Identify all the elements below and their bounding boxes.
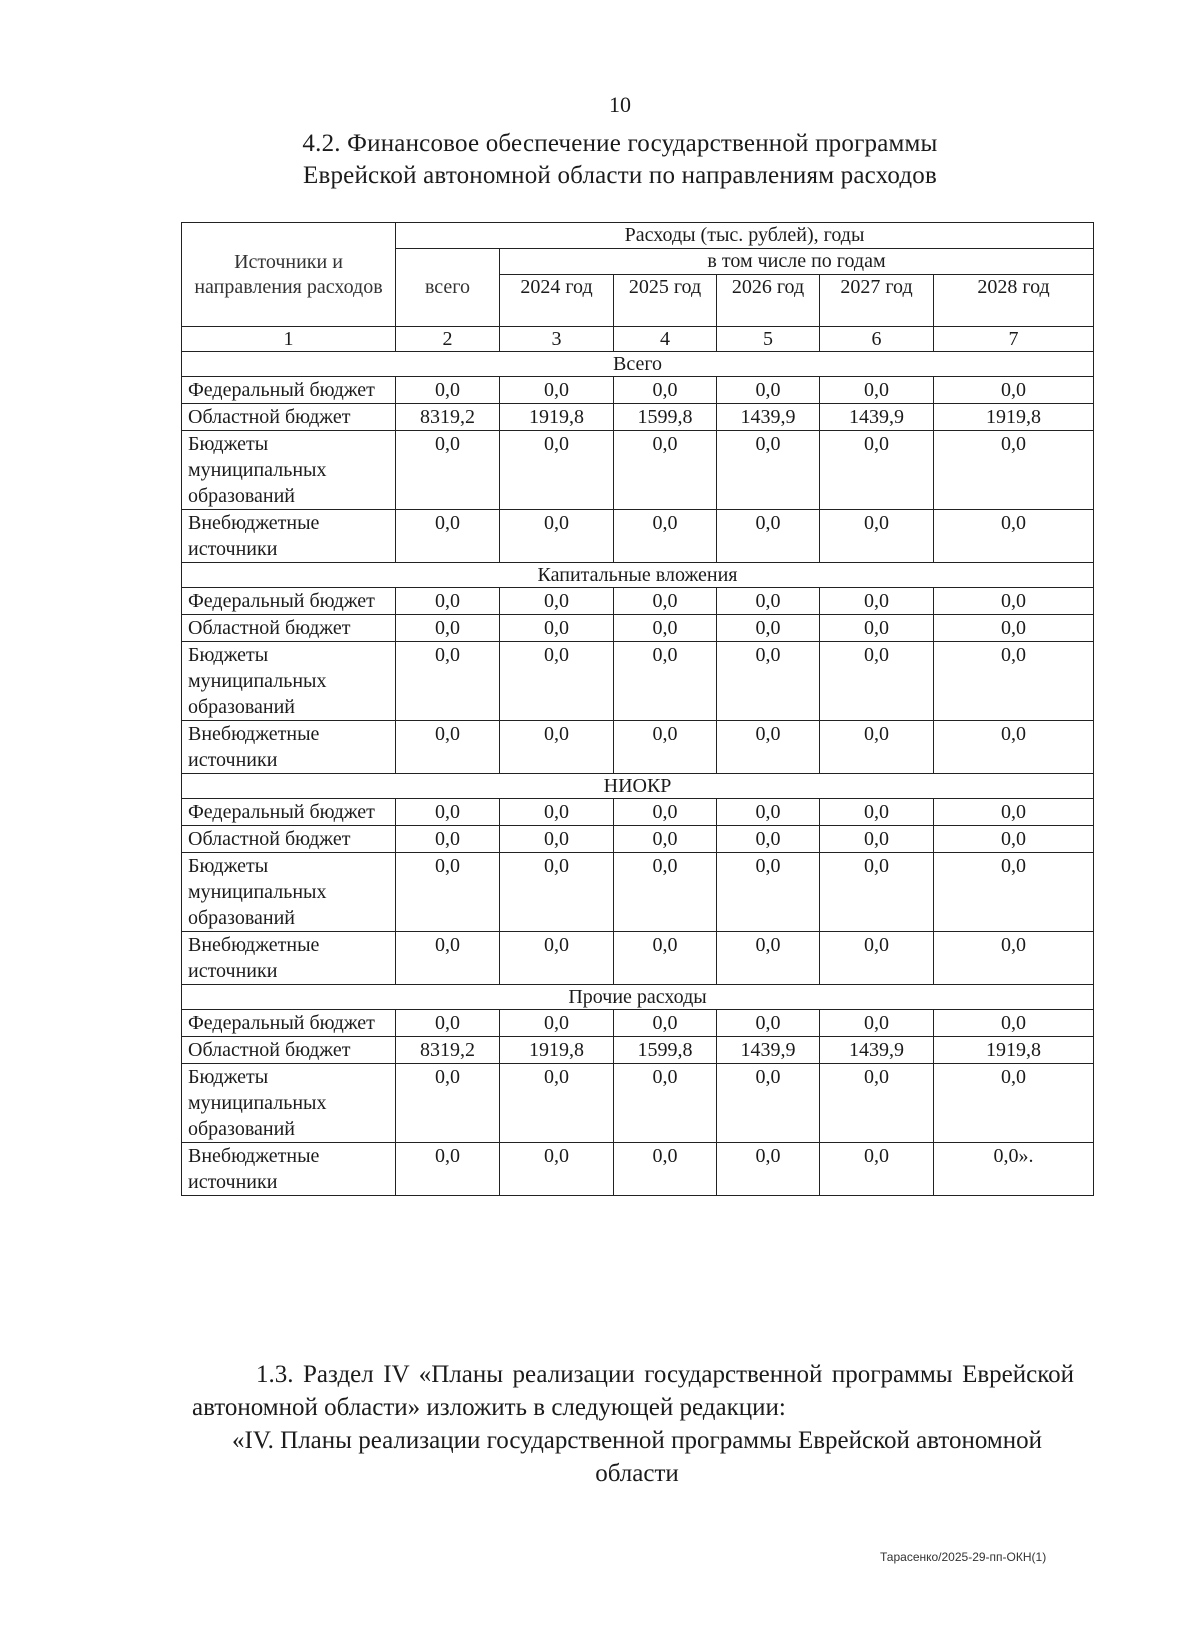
table-cell: 0,0 [934, 799, 1094, 826]
table-cell: 0,0 [396, 588, 500, 615]
row-label: Бюджеты муниципальных образований [182, 431, 396, 510]
table-cell: 0,0 [820, 615, 934, 642]
table-row [182, 932, 1094, 985]
table-cell: 1919,8 [934, 1037, 1094, 1064]
row-label: Федеральный бюджет [182, 377, 396, 404]
section-row [182, 352, 1094, 377]
row-label: Бюджеты муниципальных образований [182, 642, 396, 721]
table-cell: 0,0 [500, 615, 614, 642]
table-cell: 8319,2 [396, 404, 500, 431]
table-cell: 0,0 [820, 588, 934, 615]
section-row [182, 985, 1094, 1010]
table-cell: 0,0 [614, 721, 717, 774]
header-by-years: в том числе по годам [500, 249, 1094, 275]
table-row [182, 588, 1094, 615]
table-cell: 0,0 [934, 853, 1094, 932]
table-cell: 1439,9 [820, 1037, 934, 1064]
row-label: Внебюджетные источники [182, 721, 396, 774]
table-cell: 0,0 [820, 1010, 934, 1037]
table-cell: 0,0 [934, 932, 1094, 985]
table-cell: 0,0 [717, 377, 820, 404]
row-label: Федеральный бюджет [182, 799, 396, 826]
table-cell: 0,0 [500, 377, 614, 404]
column-number: 3 [500, 327, 614, 352]
table-row [182, 1143, 1094, 1196]
table-cell: 0,0 [396, 377, 500, 404]
table-cell: 0,0 [500, 1064, 614, 1143]
title-line-2: Еврейской автономной области по направлениям расходов [302, 162, 937, 189]
table-cell: 0,0 [396, 826, 500, 853]
table-cell: 0,0 [820, 932, 934, 985]
table-row [182, 377, 1094, 404]
table-cell: 0,0 [500, 853, 614, 932]
table-cell: 0,0 [934, 510, 1094, 563]
column-number: 6 [820, 327, 934, 352]
table-cell: 0,0 [614, 799, 717, 826]
table-cell: 0,0 [820, 431, 934, 510]
table-cell: 0,0 [614, 510, 717, 563]
table-cell: 0,0 [396, 642, 500, 721]
table-cell: 0,0 [396, 932, 500, 985]
table-cell: 0,0 [396, 510, 500, 563]
table-cell: 0,0 [820, 853, 934, 932]
table-row [182, 1010, 1094, 1037]
section-row [182, 774, 1094, 799]
column-number: 5 [717, 327, 820, 352]
table-cell: 0,0 [717, 431, 820, 510]
row-label: Внебюджетные источники [182, 932, 396, 985]
table-cell: 0,0 [934, 377, 1094, 404]
table-cell: 0,0 [820, 642, 934, 721]
table-row [182, 826, 1094, 853]
table-cell: 0,0 [717, 721, 820, 774]
table-cell: 0,0 [500, 642, 614, 721]
table-cell: 0,0 [934, 431, 1094, 510]
column-number: 2 [396, 327, 500, 352]
table-cell: 0,0 [500, 1143, 614, 1196]
row-label: Внебюджетные источники [182, 1143, 396, 1196]
section-title: Всего [182, 352, 1094, 377]
table-cell: 0,0 [717, 588, 820, 615]
header-year: 2028 год [934, 275, 1094, 327]
column-numbers-row [182, 327, 1094, 352]
header-year: 2025 год [614, 275, 717, 327]
table-cell: 0,0 [614, 1010, 717, 1037]
table-row [182, 799, 1094, 826]
column-number: 1 [182, 327, 396, 352]
table-row [182, 404, 1094, 431]
table-cell: 0,0 [934, 1010, 1094, 1037]
table-cell: 0,0 [396, 1143, 500, 1196]
table-row [182, 642, 1094, 721]
table-row [182, 431, 1094, 510]
title-line-1: 4.2. Финансовое обеспечение государственной программы [302, 130, 938, 157]
table-cell: 0,0 [500, 799, 614, 826]
table-row [182, 721, 1094, 774]
table-cell: 0,0 [614, 588, 717, 615]
table-cell: 1439,9 [717, 1037, 820, 1064]
table-cell: 0,0 [500, 826, 614, 853]
table-cell: 0,0 [396, 853, 500, 932]
table-cell: 0,0 [500, 588, 614, 615]
header-year: 2027 год [820, 275, 934, 327]
section-title: Капитальные вложения [182, 563, 1094, 588]
table-cell: 0,0 [396, 615, 500, 642]
row-label: Областной бюджет [182, 1037, 396, 1064]
table-cell: 0,0 [500, 431, 614, 510]
table-cell: 0,0 [614, 1064, 717, 1143]
table-cell: 0,0 [614, 642, 717, 721]
table-cell: 0,0 [614, 377, 717, 404]
table-cell: 0,0 [934, 642, 1094, 721]
amendment-paragraph: 1.3. Раздел IV «Планы реализации государственной программы Еврейской автономной области» изложить в следующей редакции: [192, 1361, 1074, 1421]
table-cell: 0,0 [614, 826, 717, 853]
table-cell: 0,0 [820, 510, 934, 563]
table-cell: 0,0 [717, 1143, 820, 1196]
table-row [182, 615, 1094, 642]
column-number: 4 [614, 327, 717, 352]
table-cell: 1919,8 [934, 404, 1094, 431]
table-cell: 0,0 [500, 932, 614, 985]
row-label: Бюджеты муниципальных образований [182, 853, 396, 932]
table-cell: 0,0 [717, 642, 820, 721]
table-cell: 0,0 [396, 799, 500, 826]
table-cell: 0,0 [614, 431, 717, 510]
table-cell: 0,0 [500, 721, 614, 774]
table-cell: 0,0 [396, 431, 500, 510]
table-cell: 0,0 [934, 615, 1094, 642]
table-cell: 0,0 [500, 1010, 614, 1037]
header-sources: Источники и направления расходов [182, 223, 396, 327]
table-row [182, 510, 1094, 563]
table-cell: 0,0». [934, 1143, 1094, 1196]
table-cell: 1439,9 [820, 404, 934, 431]
section-row [182, 563, 1094, 588]
section-title: Прочие расходы [182, 985, 1094, 1010]
table-cell: 0,0 [717, 1010, 820, 1037]
table-cell: 0,0 [614, 932, 717, 985]
row-label: Областной бюджет [182, 615, 396, 642]
table-cell: 0,0 [396, 1064, 500, 1143]
table-title [240, 128, 1000, 192]
table-cell: 0,0 [820, 799, 934, 826]
row-label: Внебюджетные источники [182, 510, 396, 563]
financing-table [181, 222, 1094, 1196]
table-cell: 8319,2 [396, 1037, 500, 1064]
table-row [182, 1064, 1094, 1143]
table-cell: 0,0 [820, 1143, 934, 1196]
row-label: Областной бюджет [182, 404, 396, 431]
header-year: 2026 год [717, 275, 820, 327]
header-total: всего [396, 249, 500, 327]
table-cell: 0,0 [717, 826, 820, 853]
row-label: Федеральный бюджет [182, 1010, 396, 1037]
row-label: Областной бюджет [182, 826, 396, 853]
table-cell: 1599,8 [614, 404, 717, 431]
table-cell: 1919,8 [500, 1037, 614, 1064]
table-cell: 0,0 [820, 721, 934, 774]
table-body [182, 223, 1094, 1196]
financing-table-container [181, 222, 1093, 1196]
table-cell: 0,0 [614, 853, 717, 932]
table-cell: 0,0 [614, 615, 717, 642]
table-cell: 0,0 [500, 510, 614, 563]
table-cell: 1439,9 [717, 404, 820, 431]
header-expenses: Расходы (тыс. рублей), годы [396, 223, 1094, 249]
table-cell: 0,0 [820, 377, 934, 404]
table-cell: 0,0 [820, 826, 934, 853]
table-cell: 1919,8 [500, 404, 614, 431]
table-cell: 0,0 [396, 1010, 500, 1037]
table-cell: 0,0 [934, 588, 1094, 615]
table-cell: 0,0 [934, 721, 1094, 774]
table-cell: 0,0 [717, 853, 820, 932]
page-number: 10 [609, 92, 631, 117]
column-number: 7 [934, 327, 1094, 352]
table-cell: 0,0 [717, 615, 820, 642]
section-heading: «IV. Планы реализации государственной программы Еврейской автономной области [232, 1427, 1042, 1487]
table-cell: 0,0 [717, 1064, 820, 1143]
table-cell: 0,0 [614, 1143, 717, 1196]
section-title: НИОКР [182, 774, 1094, 799]
table-cell: 0,0 [717, 932, 820, 985]
table-row [182, 1037, 1094, 1064]
table-cell: 0,0 [396, 721, 500, 774]
header-year: 2024 год [500, 275, 614, 327]
table-cell: 0,0 [934, 1064, 1094, 1143]
table-cell: 0,0 [934, 826, 1094, 853]
table-cell: 0,0 [717, 510, 820, 563]
table-row [182, 853, 1094, 932]
row-label: Бюджеты муниципальных образований [182, 1064, 396, 1143]
table-cell: 0,0 [820, 1064, 934, 1143]
row-label: Федеральный бюджет [182, 588, 396, 615]
table-cell: 0,0 [717, 799, 820, 826]
document-tag: Тарасенко/2025-29-пп-ОКН(1) [880, 1550, 1047, 1564]
table-cell: 1599,8 [614, 1037, 717, 1064]
